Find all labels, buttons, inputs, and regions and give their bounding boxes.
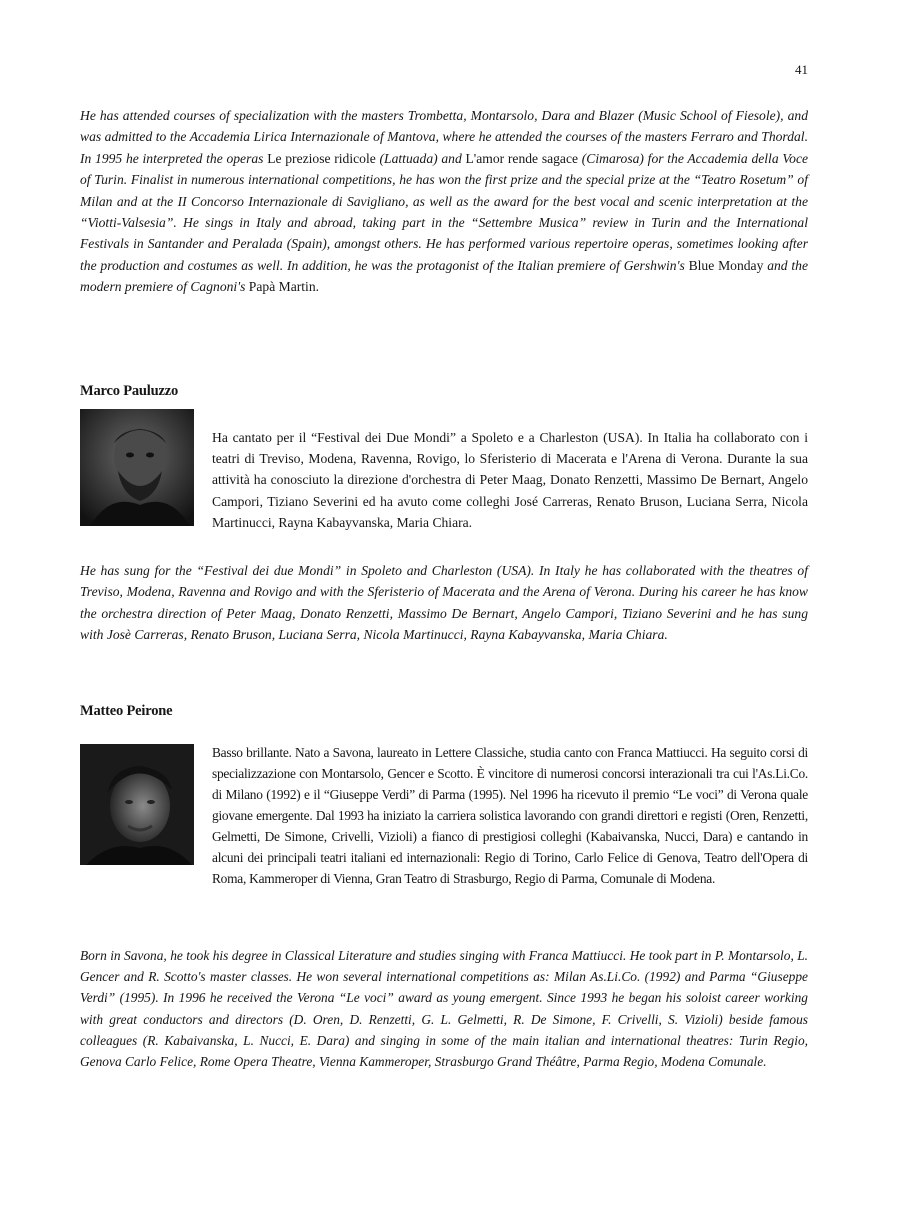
bio-italian-peirone [80,742,808,889]
opera-title-papa-martin: Papà Martin. [248,279,320,295]
bio-italian-pauluzzo: Ha cantato per il “Festival dei Due Mondi” a Spoleto e a Charleston (USA). In Italia ha collaborato con i teatri di Treviso, Modena, Ravenna, Rovigo, lo Sferisterio di Macerata e l'Arena di Verona. Durante la sua attività ha conosciuto la direzione d'orchestra di Peter Maag, Donato Renzetti, Massimo De Bernart, Angelo Campori, Tiziano Severini ed ha avuto come colleghi José Carreras, Renato Bruson, Luciana Serra, Nicola Martinucci, Rayna Kabayvanska, Maria Chiara. [212,430,808,530]
intro-text-1: He has attended courses of specialization with the masters Trombetta, Montarsolo, Dara and Blazer (Music School of Fiesole), and was admitted to the Accademia Lirica Internazionale of Mantova, where he attended the courses of the masters Ferraro and Thordal. In 1995 he interpreted the operas [80,108,808,166]
intro-english-paragraph [80,105,808,298]
photo-text-wrap-space [80,742,212,872]
portrait-photo-pauluzzo [80,409,194,526]
portrait-image-pauluzzo [80,409,194,526]
page-number: 41 [795,62,808,77]
intro-text-3: (Cimarosa) for the Accademia della Voce of Turin. Finalist in numerous international competitions, he has won the first prize and the special prize at the “Teatro Rosetum” of Milan and at the II Concorso Internazionale di Savigliano, as well as the award for the best vocal and scenic interpretation at the “Viotti-Valsesia”. He sings in Italy and abroad, taking part in the “Settembre Musica” review in Turin and the International Festivals in Santander and Peralada (Spain), amongst others. He has performed various repertoire operas, sometimes looking after the production and costumes as well. In addition, he was the protagonist of the Italian premiere of Gershwin's [80,150,809,273]
singer-name-peirone: Matteo Peirone [80,703,173,719]
bio-italian-peirone-text: Basso brillante. Nato a Savona, laureato in Lettere Classiche, studia canto con Franca Mattiucci. Ha seguito corsi di specializzazione con Montarsolo, Gencer e Scotto. È vincitore di numerosi concorsi interazionali tra cui l'As.Li.Co. di Milano (1992) e il “Giuseppe Verdi” di Parma (1995). Nel 1996 ha ricevuto il premio “Le voci” di Verona quale giovane emergente. Dal 1993 ha iniziato la carriera solistica lavorando con grandi direttori e registi (Oren, Renzetti, Gelmetti, De Simone, Crivelli, Vizioli) a fianco di prestigiosi colleghi (Kabaivanska, Nucci, Dara) e cantando in alcuni dei principali teatri italiani ed internazionali: Regio di Torino, Carlo Felice di Genova, Teatro dell'Opera di Roma, Kammeroper di Vienna, Gran Teatro di Strasburgo, Regio di Parma, Comunale di Modena. [212,745,808,886]
bio-english-peirone: Born in Savona, he took his degree in Classical Literature and studies singing with Franca Mattiucci. He took part in P. Montarsolo, L. Gencer and R. Scotto's master classes. He won several international competitions as: Milan As.Li.Co. (1992) and Parma “Giuseppe Verdi” (1995). In 1996 he received the Verona “Le voci” award as young emergent. Since 1993 he began his soloist career working with great conductors and directors (D. Oren, D. Renzetti, G. L. Gelmetti, R. De Simone, F. Crivelli, S. Vizioli) beside famous colleagues (R. Kabaivanska, L. Nucci, E. Dara) and singing in some of the main italian and international theatres: Turin Regio, Genova Carlo Felice, Rome Opera Theatre, Vienna Kammeroper, Strasburgo Grand Théâtre, Parma Regio, Modena Comunale. [80,948,808,1070]
intro-text-2: (Lattuada) and [375,150,466,166]
opera-title-preziose-ridicole: Le preziose ridicole [267,150,376,166]
bio-english-pauluzzo: He has sung for the “Festival dei due Mondi” in Spoleto and Charleston (USA). In Italy he has collaborated with the theatres of Treviso, Modena, Ravenna and Rovigo and with the Sferisterio of Macerata and the Arena of Verona. During his career he has know the orchestra direction of Peter Maag, Donato Renzetti, Massimo De Bernart, Angelo Campori, Tiziano Severini and he has sung with Josè Carreras, Renato Bruson, Luciana Serra, Nicola Martinucci, Rayna Kabayvanska, Maria Chiara. [80,563,808,643]
intro-text-4: and the modern premiere of Cagnoni's [80,257,809,295]
opera-title-blue-monday: Blue Monday [688,257,764,273]
opera-title-amor-rende-sagace: L'amor rende sagace [465,150,579,166]
singer-name-pauluzzo: Marco Pauluzzo [80,383,179,399]
